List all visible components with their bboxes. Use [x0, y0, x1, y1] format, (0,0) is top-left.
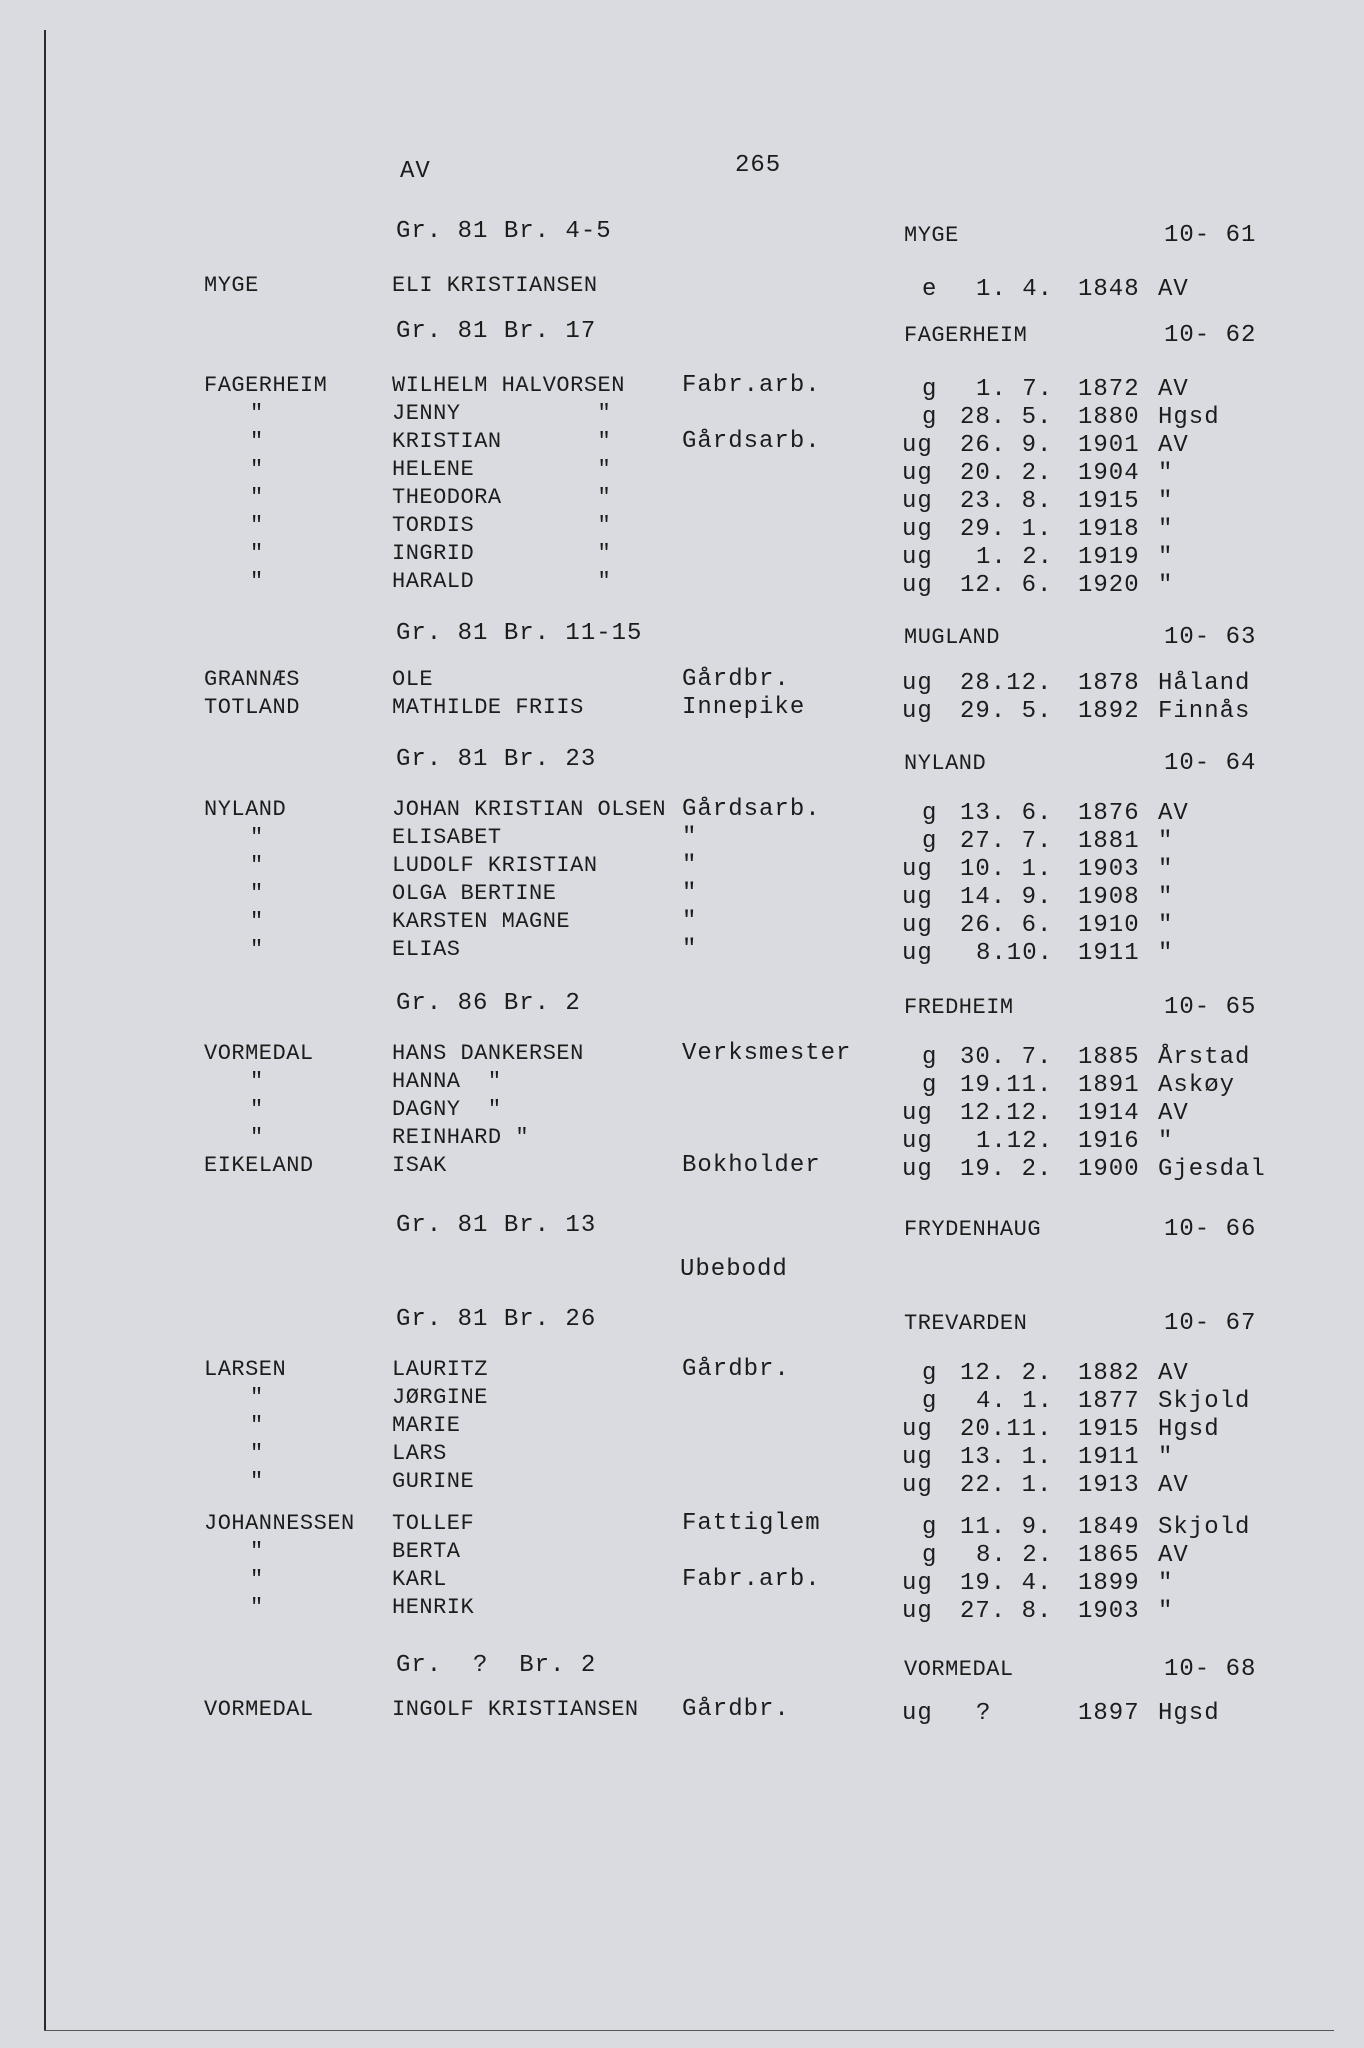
row-farm: EIKELAND — [204, 1153, 314, 1178]
row-farm: GRANNÆS — [204, 667, 300, 692]
section-place: FAGERHEIM — [904, 323, 1028, 348]
row-year: 1897 — [1078, 1700, 1140, 1727]
row-year: 1920 — [1078, 572, 1140, 599]
row-name: JØRGINE — [392, 1385, 488, 1410]
row-status: ug — [902, 432, 933, 459]
row-year: 1900 — [1078, 1156, 1140, 1183]
row-birthplace: AV — [1158, 1542, 1189, 1569]
row-status: ug — [902, 912, 933, 939]
row-date: 13. 6. — [960, 800, 1053, 827]
row-status: ug — [902, 1100, 933, 1127]
section-code: 10- 66 — [1164, 1216, 1257, 1243]
row-farm: MYGE — [204, 273, 259, 298]
row-date: 1.12. — [976, 1128, 1054, 1155]
row-farm: " — [250, 513, 264, 538]
row-birthplace: Askøy — [1158, 1072, 1236, 1099]
row-name: HELENE " — [392, 457, 612, 482]
row-birthplace: " — [1158, 1128, 1174, 1155]
row-name: THEODORA " — [392, 485, 612, 510]
row-status: ug — [902, 940, 933, 967]
row-status: g — [922, 800, 938, 827]
row-status: ug — [902, 1700, 933, 1727]
row-year: 1881 — [1078, 828, 1140, 855]
row-occupation: Gårdsarb. — [682, 428, 821, 455]
section-place: TREVARDEN — [904, 1311, 1028, 1336]
section-gr-br: Gr. ? Br. 2 — [396, 1652, 597, 1679]
row-occupation: Fabr.arb. — [682, 372, 821, 399]
row-farm: " — [250, 1567, 264, 1592]
row-farm: JOHANNESSEN — [204, 1511, 355, 1536]
row-name: BERTA — [392, 1539, 461, 1564]
row-date: 19. 2. — [960, 1156, 1053, 1183]
bottom-margin-line — [44, 2030, 1334, 2031]
row-year: 1880 — [1078, 404, 1140, 431]
row-date: 12. 2. — [960, 1360, 1053, 1387]
row-occupation: Gårdsarb. — [682, 796, 821, 823]
row-name: TORDIS " — [392, 513, 612, 538]
row-birthplace: Hgsd — [1158, 1416, 1220, 1443]
row-year: 1882 — [1078, 1360, 1140, 1387]
row-name: INGRID " — [392, 541, 612, 566]
row-date: 19. 4. — [960, 1570, 1053, 1597]
row-farm: " — [250, 429, 264, 454]
row-birthplace: Finnås — [1158, 698, 1251, 725]
row-year: 1913 — [1078, 1472, 1140, 1499]
row-name: ELIAS — [392, 937, 461, 962]
section-code: 10- 64 — [1164, 750, 1257, 777]
row-birthplace: Hgsd — [1158, 1700, 1220, 1727]
header-left: AV — [400, 158, 431, 185]
row-farm: " — [250, 401, 264, 426]
row-date: 12. 6. — [960, 572, 1053, 599]
row-occupation: Bokholder — [682, 1152, 821, 1179]
row-farm: " — [250, 1539, 264, 1564]
row-farm: " — [250, 853, 264, 878]
row-farm: " — [250, 1069, 264, 1094]
row-year: 1865 — [1078, 1542, 1140, 1569]
row-date: 13. 1. — [960, 1444, 1053, 1471]
row-status: g — [922, 1360, 938, 1387]
row-farm: " — [250, 485, 264, 510]
section-place: FREDHEIM — [904, 995, 1014, 1020]
row-year: 1899 — [1078, 1570, 1140, 1597]
row-farm: " — [250, 1595, 264, 1620]
row-date: 8.10. — [976, 940, 1054, 967]
row-date: 29. 1. — [960, 516, 1053, 543]
row-farm: " — [250, 1441, 264, 1466]
row-occupation: " — [682, 880, 698, 907]
row-status: g — [922, 1072, 938, 1099]
row-status: g — [922, 1542, 938, 1569]
row-name: DAGNY " — [392, 1097, 502, 1122]
row-farm: " — [250, 1385, 264, 1410]
row-year: 1903 — [1078, 1598, 1140, 1625]
section-place: MUGLAND — [904, 625, 1000, 650]
row-date: 30. 7. — [960, 1044, 1053, 1071]
row-date: 26. 9. — [960, 432, 1053, 459]
row-year: 1892 — [1078, 698, 1140, 725]
row-year: 1876 — [1078, 800, 1140, 827]
row-date: 28. 5. — [960, 404, 1053, 431]
row-year: 1919 — [1078, 544, 1140, 571]
row-status: ug — [902, 1128, 933, 1155]
row-year: 1915 — [1078, 488, 1140, 515]
row-farm: NYLAND — [204, 797, 287, 822]
row-name: LARS — [392, 1441, 447, 1466]
row-name: TOLLEF — [392, 1511, 475, 1536]
row-birthplace: " — [1158, 1444, 1174, 1471]
row-birthplace: " — [1158, 460, 1174, 487]
row-name: INGOLF KRISTIANSEN — [392, 1697, 639, 1722]
row-name: ISAK — [392, 1153, 447, 1178]
row-date: 4. 1. — [976, 1388, 1054, 1415]
row-birthplace: " — [1158, 488, 1174, 515]
row-name: ELI KRISTIANSEN — [392, 273, 598, 298]
row-name: KARSTEN MAGNE — [392, 909, 571, 934]
section-code: 10- 62 — [1164, 322, 1257, 349]
section-note: Ubebodd — [680, 1256, 788, 1283]
row-year: 1872 — [1078, 376, 1140, 403]
row-status: g — [922, 828, 938, 855]
row-occupation: " — [682, 908, 698, 935]
row-date: 8. 2. — [976, 1542, 1054, 1569]
left-margin-line — [44, 30, 46, 2030]
section-gr-br: Gr. 81 Br. 17 — [396, 318, 597, 345]
row-status: g — [922, 376, 938, 403]
row-farm: " — [250, 569, 264, 594]
row-farm: " — [250, 457, 264, 482]
row-name: REINHARD " — [392, 1125, 530, 1150]
row-name: HARALD " — [392, 569, 612, 594]
row-birthplace: " — [1158, 940, 1174, 967]
row-name: MARIE — [392, 1413, 461, 1438]
row-date: 27. 8. — [960, 1598, 1053, 1625]
row-status: ug — [902, 884, 933, 911]
section-code: 10- 67 — [1164, 1310, 1257, 1337]
row-status: ug — [902, 1416, 933, 1443]
section-code: 10- 61 — [1164, 222, 1257, 249]
row-occupation: Fabr.arb. — [682, 1566, 821, 1593]
row-date: 12.12. — [960, 1100, 1053, 1127]
row-year: 1904 — [1078, 460, 1140, 487]
row-birthplace: AV — [1158, 800, 1189, 827]
row-birthplace: AV — [1158, 1472, 1189, 1499]
row-date: 28.12. — [960, 670, 1053, 697]
row-date: 20.11. — [960, 1416, 1053, 1443]
row-name: GURINE — [392, 1469, 475, 1494]
row-status: ug — [902, 516, 933, 543]
row-date: 1. 2. — [976, 544, 1054, 571]
row-year: 1916 — [1078, 1128, 1140, 1155]
row-birthplace: Skjold — [1158, 1388, 1251, 1415]
row-status: ug — [902, 698, 933, 725]
row-birthplace: AV — [1158, 1100, 1189, 1127]
row-name: ELISABET — [392, 825, 502, 850]
section-gr-br: Gr. 81 Br. 11-15 — [396, 620, 643, 647]
row-birthplace: " — [1158, 516, 1174, 543]
row-birthplace: " — [1158, 856, 1174, 883]
row-status: ug — [902, 488, 933, 515]
section-code: 10- 68 — [1164, 1656, 1257, 1683]
row-farm: " — [250, 909, 264, 934]
row-year: 1849 — [1078, 1514, 1140, 1541]
row-birthplace: " — [1158, 1598, 1174, 1625]
row-birthplace: " — [1158, 572, 1174, 599]
row-date: 19.11. — [960, 1072, 1053, 1099]
row-date: ? — [976, 1700, 992, 1727]
row-occupation: Gårdbr. — [682, 666, 790, 693]
row-occupation: " — [682, 824, 698, 851]
row-status: ug — [902, 460, 933, 487]
section-place: VORMEDAL — [904, 1657, 1014, 1682]
row-date: 10. 1. — [960, 856, 1053, 883]
row-name: MATHILDE FRIIS — [392, 695, 584, 720]
row-date: 29. 5. — [960, 698, 1053, 725]
row-farm: " — [250, 1097, 264, 1122]
row-status: e — [922, 276, 938, 303]
row-year: 1891 — [1078, 1072, 1140, 1099]
row-occupation: " — [682, 852, 698, 879]
row-birthplace: AV — [1158, 1360, 1189, 1387]
row-year: 1885 — [1078, 1044, 1140, 1071]
row-status: g — [922, 1388, 938, 1415]
section-place: MYGE — [904, 223, 959, 248]
row-name: HANNA " — [392, 1069, 502, 1094]
row-status: ug — [902, 572, 933, 599]
row-farm: " — [250, 937, 264, 962]
row-birthplace: Gjesdal — [1158, 1156, 1266, 1183]
row-year: 1901 — [1078, 432, 1140, 459]
section-place: NYLAND — [904, 751, 987, 776]
row-status: g — [922, 404, 938, 431]
row-birthplace: " — [1158, 912, 1174, 939]
section-gr-br: Gr. 81 Br. 23 — [396, 746, 597, 773]
row-farm: FAGERHEIM — [204, 373, 328, 398]
row-date: 22. 1. — [960, 1472, 1053, 1499]
row-name: JENNY " — [392, 401, 612, 426]
row-farm: " — [250, 1413, 264, 1438]
row-status: ug — [902, 544, 933, 571]
row-farm: VORMEDAL — [204, 1697, 314, 1722]
row-occupation: " — [682, 936, 698, 963]
row-year: 1910 — [1078, 912, 1140, 939]
row-status: ug — [902, 1156, 933, 1183]
row-occupation: Gårdbr. — [682, 1696, 790, 1723]
row-farm: TOTLAND — [204, 695, 300, 720]
row-year: 1914 — [1078, 1100, 1140, 1127]
row-farm: " — [250, 1469, 264, 1494]
section-gr-br: Gr. 81 Br. 13 — [396, 1212, 597, 1239]
row-farm: LARSEN — [204, 1357, 287, 1382]
row-year: 1911 — [1078, 940, 1140, 967]
row-year: 1878 — [1078, 670, 1140, 697]
section-place: FRYDENHAUG — [904, 1217, 1042, 1242]
row-date: 23. 8. — [960, 488, 1053, 515]
row-date: 1. 4. — [976, 276, 1054, 303]
row-farm: " — [250, 1125, 264, 1150]
row-birthplace: " — [1158, 1570, 1174, 1597]
row-farm: " — [250, 825, 264, 850]
row-status: ug — [902, 1444, 933, 1471]
row-name: JOHAN KRISTIAN OLSEN — [392, 797, 667, 822]
row-occupation: Innepike — [682, 694, 806, 721]
row-year: 1848 — [1078, 276, 1140, 303]
row-status: g — [922, 1514, 938, 1541]
section-gr-br: Gr. 86 Br. 2 — [396, 990, 581, 1017]
row-birthplace: Hgsd — [1158, 404, 1220, 431]
row-name: WILHELM HALVORSEN — [392, 373, 625, 398]
row-birthplace: AV — [1158, 432, 1189, 459]
row-name: KRISTIAN " — [392, 429, 612, 454]
row-date: 20. 2. — [960, 460, 1053, 487]
row-birthplace: Årstad — [1158, 1044, 1251, 1071]
row-date: 1. 7. — [976, 376, 1054, 403]
row-farm: " — [250, 541, 264, 566]
section-code: 10- 65 — [1164, 994, 1257, 1021]
row-status: g — [922, 1044, 938, 1071]
row-birthplace: Håland — [1158, 670, 1251, 697]
row-name: LAURITZ — [392, 1357, 488, 1382]
row-farm: " — [250, 881, 264, 906]
row-birthplace: Skjold — [1158, 1514, 1251, 1541]
row-year: 1908 — [1078, 884, 1140, 911]
row-year: 1877 — [1078, 1388, 1140, 1415]
row-birthplace: " — [1158, 884, 1174, 911]
row-occupation: Gårdbr. — [682, 1356, 790, 1383]
row-occupation: Fattiglem — [682, 1510, 821, 1537]
row-status: ug — [902, 670, 933, 697]
page-number: 265 — [735, 152, 782, 179]
row-birthplace: " — [1158, 828, 1174, 855]
row-name: OLGA BERTINE — [392, 881, 557, 906]
row-birthplace: AV — [1158, 376, 1189, 403]
row-name: KARL — [392, 1567, 447, 1592]
row-status: ug — [902, 1570, 933, 1597]
row-name: LUDOLF KRISTIAN — [392, 853, 598, 878]
row-occupation: Verksmester — [682, 1040, 852, 1067]
row-name: HENRIK — [392, 1595, 475, 1620]
row-date: 27. 7. — [960, 828, 1053, 855]
row-farm: VORMEDAL — [204, 1041, 314, 1066]
row-birthplace: AV — [1158, 276, 1189, 303]
row-name: HANS DANKERSEN — [392, 1041, 584, 1066]
row-year: 1911 — [1078, 1444, 1140, 1471]
row-status: ug — [902, 856, 933, 883]
section-gr-br: Gr. 81 Br. 4-5 — [396, 218, 612, 245]
section-gr-br: Gr. 81 Br. 26 — [396, 1306, 597, 1333]
row-date: 14. 9. — [960, 884, 1053, 911]
row-date: 26. 6. — [960, 912, 1053, 939]
row-date: 11. 9. — [960, 1514, 1053, 1541]
row-year: 1903 — [1078, 856, 1140, 883]
row-name: OLE — [392, 667, 434, 692]
row-year: 1915 — [1078, 1416, 1140, 1443]
row-birthplace: " — [1158, 544, 1174, 571]
row-year: 1918 — [1078, 516, 1140, 543]
row-status: ug — [902, 1472, 933, 1499]
section-code: 10- 63 — [1164, 624, 1257, 651]
row-status: ug — [902, 1598, 933, 1625]
